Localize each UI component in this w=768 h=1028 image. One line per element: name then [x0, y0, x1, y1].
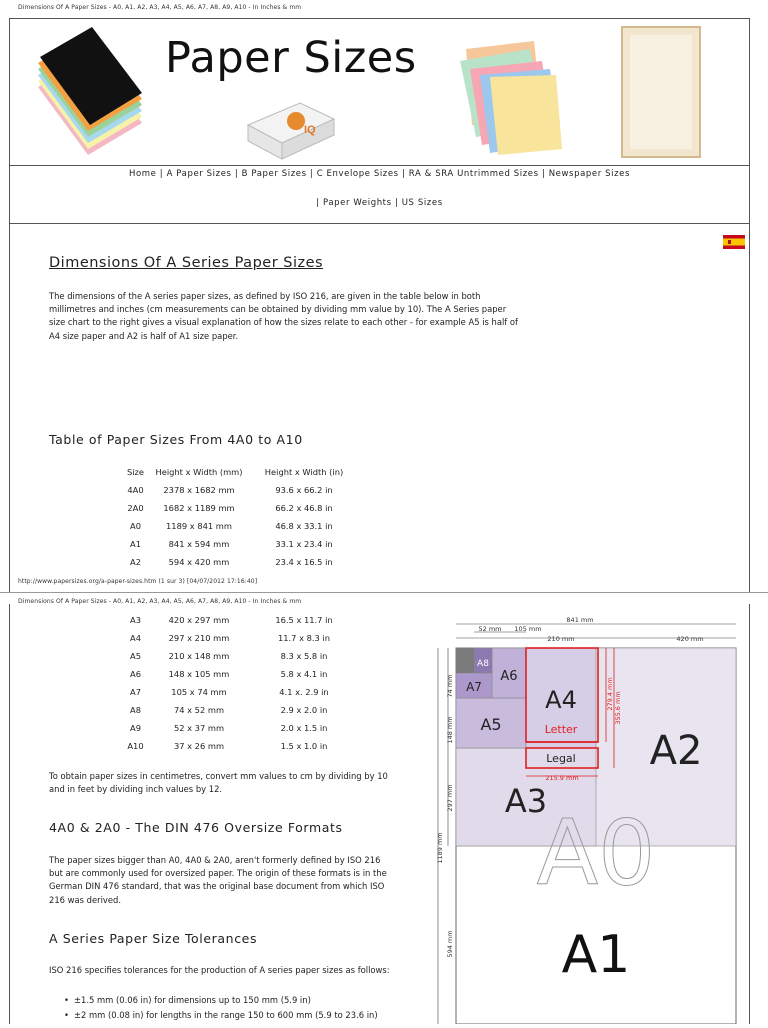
oversize-paragraph [49, 854, 429, 907]
dim-355: 355.6 mm [614, 691, 622, 725]
dim-215: 215.9 mm [545, 774, 579, 782]
table-cell: 1682 x 1189 mm [163, 503, 235, 513]
intro-line: millimetres and inches (cm measurements can be obtained by dividing mm value by 10). The A Series paper [49, 304, 507, 315]
table-cell: 148 x 105 mm [168, 669, 230, 679]
table-row [122, 481, 359, 499]
table-row [122, 517, 359, 535]
table-row [122, 553, 359, 571]
nav-paper-weights-link[interactable]: Paper Weights [323, 198, 392, 208]
intro-line: A4 size paper and A2 is half of A1 size paper. [49, 330, 239, 341]
table-row [122, 535, 359, 553]
text-line: German DIN 476 standard, that was the original base document from which ISO [49, 881, 385, 892]
table-cell: 105 x 74 mm [171, 687, 227, 697]
dim-52: 52 mm [478, 625, 502, 633]
dim-74: 74 mm [446, 674, 454, 698]
table-cell: 1.5 x 1.0 in [280, 741, 328, 751]
table-cell: A1 [130, 539, 141, 549]
table-cell: 841 x 594 mm [168, 539, 230, 549]
label-a7: A7 [466, 680, 482, 694]
table-cell: 66.2 x 46.8 in [275, 503, 333, 513]
table-cell: 11.7 x 8.3 in [277, 633, 331, 643]
intro-line: size chart to the right gives a visual explanation of how the sizes relate to each other - for example A5 is half of [49, 317, 518, 328]
banner [10, 19, 749, 166]
label-a0: A0 [536, 801, 656, 906]
paper-sizes-table-continued [122, 611, 359, 755]
table-cell: 2378 x 1682 mm [163, 485, 235, 495]
dim-594: 594 mm [446, 930, 454, 958]
dim-841: 841 mm [566, 616, 594, 624]
table-cell: 4.1 x. 2.9 in [279, 687, 329, 697]
nav-home-link[interactable]: Home [128, 169, 157, 179]
table-cell: A10 [127, 741, 144, 751]
table-cell: 420 x 297 mm [168, 615, 230, 625]
dim-420: 420 mm [676, 635, 704, 643]
table-cell: 2.0 x 1.5 in [280, 723, 328, 733]
table-cell: A7 [130, 687, 141, 697]
table-cell: A2 [130, 557, 141, 567]
ream-brand-text: IQ [304, 124, 316, 136]
table-cell: 1189 x 841 mm [166, 521, 232, 531]
table-cell: 74 x 52 mm [173, 705, 225, 715]
dim-210: 210 mm [547, 635, 575, 643]
table-cell: 16.5 x 11.7 in [275, 615, 333, 625]
table-cell: 2A0 [127, 503, 144, 513]
convert-paragraph [49, 770, 429, 796]
paper-sizes-table [122, 463, 359, 571]
nav-newspaper-sizes-link[interactable]: Newspaper Sizes [548, 169, 630, 179]
table-cell: 297 x 210 mm [168, 633, 230, 643]
paper-ream-image [244, 89, 336, 161]
table-row [122, 499, 359, 517]
table-cell: A5 [130, 651, 141, 661]
print-header: Dimensions Of A Paper Sizes - A0, A1, A2, A3, A4, A5, A6, A7, A8, A9, A10 - In Inches & mm [18, 4, 302, 11]
label-a4: A4 [545, 686, 577, 714]
table-cell: A6 [130, 669, 141, 679]
print-header-2: Dimensions Of A Paper Sizes - A0, A1, A2, A3, A4, A5, A6, A7, A8, A9, A10 - In Inches & mm [18, 598, 302, 605]
tolerances-list [64, 993, 378, 1023]
table-cell: 4A0 [127, 485, 144, 495]
label-a2: A2 [649, 728, 703, 774]
page-frame [9, 18, 750, 592]
label-letter: Letter [544, 723, 578, 736]
oversize-heading: 4A0 & 2A0 - The DIN 476 Oversize Formats [49, 820, 343, 835]
nav-us-sizes-link[interactable]: US Sizes [401, 198, 443, 208]
parchment-image [620, 25, 702, 159]
label-a6: A6 [500, 669, 518, 684]
dim-105: 105 mm [514, 625, 542, 633]
table-cell: 594 x 420 mm [168, 557, 230, 567]
table-row [122, 665, 359, 683]
table-cell: 8.3 x 5.8 in [280, 651, 328, 661]
a-series-diagram [430, 612, 748, 1024]
page-frame-2 [9, 604, 750, 1024]
table-cell: 37 x 26 mm [173, 741, 225, 751]
col-header-mm: Height x Width (mm) [155, 467, 243, 477]
tolerances-intro: ISO 216 specifies tolerances for the production of A series paper sizes as follows: [49, 965, 390, 975]
table-row [122, 611, 359, 629]
nav-row-2: | Paper Weights | US Sizes [316, 198, 443, 208]
table-row [122, 701, 359, 719]
tolerances-heading: A Series Paper Size Tolerances [49, 931, 258, 946]
label-a3: A3 [504, 782, 548, 820]
label-a1: A1 [561, 925, 631, 985]
spanish-flag-icon[interactable] [723, 234, 745, 248]
table-header-row [122, 463, 359, 481]
text-line: 216 was derived. [49, 894, 121, 905]
table-cell: A9 [130, 723, 141, 733]
table-cell: A4 [130, 633, 141, 643]
text-line: The paper sizes bigger than A0, 4A0 & 2A0, aren't formerly defined by ISO 216 [49, 855, 381, 865]
pastel-paper-fan-image [450, 39, 570, 157]
page-title: Dimensions Of A Series Paper Sizes [49, 255, 324, 271]
table-row [122, 647, 359, 665]
nav-c-envelope-sizes-link[interactable]: C Envelope Sizes [316, 169, 399, 179]
banner-title: Paper Sizes [165, 33, 417, 83]
intro-paragraph [49, 290, 569, 343]
navigation [10, 166, 749, 224]
col-header-size: Size [126, 467, 145, 477]
print-footer: http://www.papersizes.org/a-paper-sizes.htm (1 sur 3) [04/07/2012 17:16:40] [18, 578, 258, 585]
text-line: To obtain paper sizes in centimetres, convert mm values to cm by dividing by 10 [49, 771, 388, 781]
table-cell: 23.4 x 16.5 in [275, 557, 333, 567]
nav-row-1: Home | A Paper Sizes | B Paper Sizes | C Envelope Sizes | RA & SRA Untrimmed Sizes | Newspaper Sizes [128, 169, 630, 179]
table-cell: 52 x 37 mm [173, 723, 225, 733]
table-row [122, 629, 359, 647]
table-heading: Table of Paper Sizes From 4A0 to A10 [49, 432, 303, 447]
dim-1189: 1189 mm [436, 832, 444, 864]
table-cell: 210 x 148 mm [168, 651, 230, 661]
dim-279: 279.4 mm [606, 677, 614, 711]
dim-148: 148 mm [446, 716, 454, 744]
intro-line: The dimensions of the A series paper sizes, as defined by ISO 216, are given in the table below in both [49, 291, 481, 301]
table-cell: A0 [130, 521, 141, 531]
col-header-in: Height x Width (in) [264, 467, 344, 477]
table-cell: 2.9 x 2.0 in [280, 705, 328, 715]
label-a8: A8 [477, 659, 489, 669]
table-cell: 46.8 x 33.1 in [275, 521, 333, 531]
table-cell: A3 [130, 615, 141, 625]
table-cell: 33.1 x 23.4 in [275, 539, 333, 549]
table-cell: A8 [130, 705, 141, 715]
table-cell: 93.6 x 66.2 in [275, 485, 333, 495]
list-item: • ±2 mm (0.08 in) for lengths in the range 150 to 600 mm (5.9 to 23.6 in) [64, 1010, 378, 1020]
label-a5: A5 [480, 715, 502, 734]
colored-paper-stack-image [34, 27, 144, 159]
text-line: and in feet by dividing inch values by 12. [49, 784, 223, 795]
table-row [122, 683, 359, 701]
table-row [122, 737, 359, 755]
nav-ra-sra-link[interactable]: RA & SRA Untrimmed Sizes [408, 169, 539, 179]
dim-297: 297 mm [446, 784, 454, 812]
page-separator [0, 592, 768, 593]
text-line: but are commonly used for oversized paper. The origin of these formats is in the [49, 868, 387, 879]
nav-a-paper-sizes-link[interactable]: A Paper Sizes [166, 169, 232, 179]
nav-b-paper-sizes-link[interactable]: B Paper Sizes [241, 169, 307, 179]
table-row [122, 719, 359, 737]
list-item: • ±1.5 mm (0.06 in) for dimensions up to 150 mm (5.9 in) [64, 995, 311, 1005]
table-cell: 5.8 x 4.1 in [280, 669, 328, 679]
label-legal: Legal [546, 752, 576, 765]
